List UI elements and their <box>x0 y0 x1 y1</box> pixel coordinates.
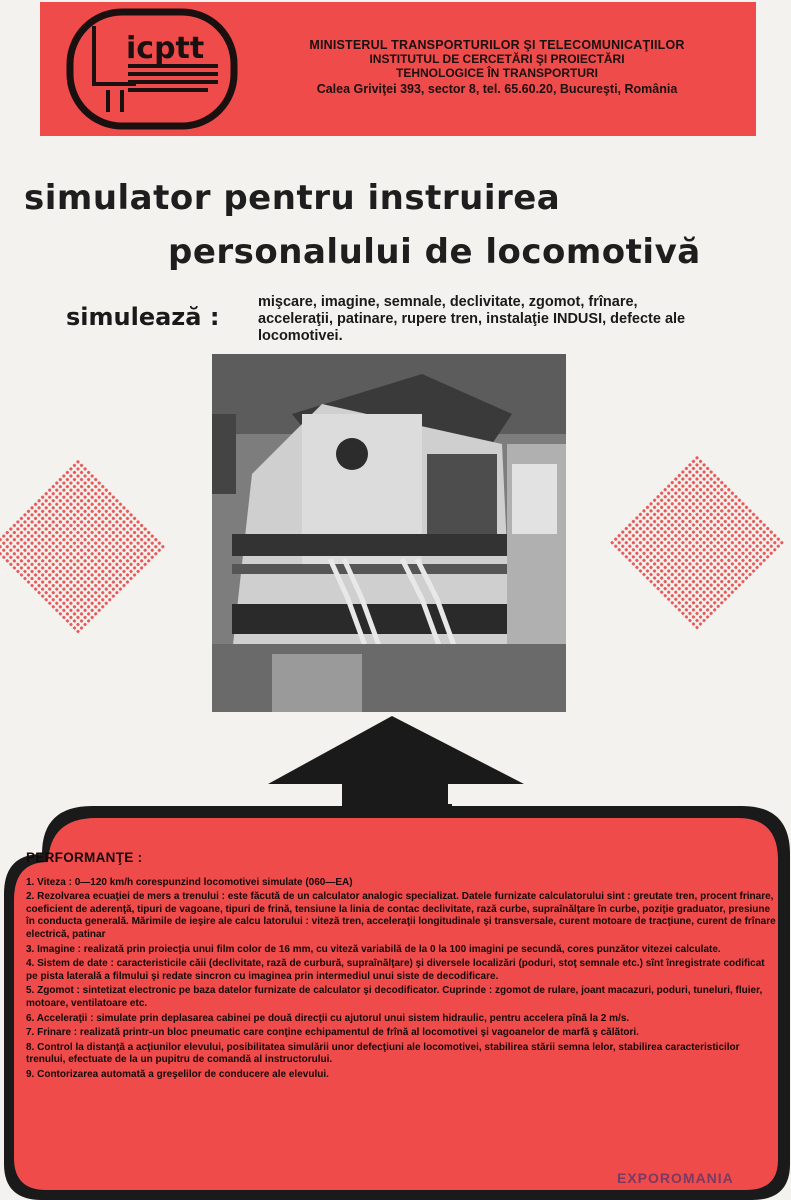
dotted-diamond-right <box>609 454 784 629</box>
simulates-label: simulează : <box>66 303 220 331</box>
up-arrow-icon <box>0 712 791 812</box>
list-item: 2. Rezolvarea ecuaţiei de mers a trenului : este făcută de un calculator analogic specializat. Datele furnizate calculatorului sint : greutate tren, procent frinare, coeficient de aderenţă, tipuri de vagoane, tipuri de frină, tensiune la linia de contac declivitate, rază curbe, supraînălţare în curbe, poziţie graduator, presiune în conducta generală. Mărimile de ieşire ale calcu latorului : viteză tren, acceleraţii longitudinale şi transversale, curent motoare de tracţiune, curent de frînare electrică, patinar <box>26 891 776 940</box>
list-item: 9. Contorizarea automată a greşelilor de conducere ale elevului. <box>26 1068 329 1080</box>
list-item: 5. Zgomot : sintetizat electronic pe baza datelor furnizate de calculator şi decodificator. Cuprinde : zgomot de rulare, joant macazuri, poduri, tuneluri, fluier, motoare, ventilatoare etc. <box>26 985 763 1009</box>
svg-text:icptt: icptt <box>126 31 205 66</box>
watermark: EXPOROMANIA <box>617 1170 734 1186</box>
locomotive-cab-simulator-photo <box>212 354 566 712</box>
list-item: 1. Viteza : 0—120 km/h corespunzind locomotivei simulate (060—EA) <box>26 876 353 888</box>
organization-block <box>272 38 722 96</box>
performance-heading: PERFORMANŢE : <box>26 850 143 865</box>
header-banner <box>40 2 756 136</box>
list-item: 6. Acceleraţii : simulate prin deplasarea cabinei pe două direcţii cu ajutorul unui sistem hidraulic, pentru accelera pînă la 2 m/s. <box>26 1012 630 1024</box>
list-item: 7. Frinare : realizată printr-un bloc pneumatic care conţine echipamentul de frînă al locomotivei şi vagoanelor de marfă ş călători. <box>26 1027 639 1039</box>
icptt-logo-icon <box>66 8 238 130</box>
dotted-diamond-left <box>0 458 166 633</box>
title-line1: simulator pentru instruirea <box>24 178 561 218</box>
list-item: 8. Control la distanţă a acţiunilor elevului, posibilitatea simulării unor defecţiuni ale locomotivei, stabilirea stării semna lelor, stabilirea caracteristicilor trenului, efectuate de la un pupitru de comandă al instructorului. <box>26 1041 740 1066</box>
institute-line1: INSTITUTUL DE CERCETĂRI ŞI PROIECTĂRI <box>369 52 625 66</box>
performance-list <box>26 877 776 1082</box>
simulates-text: mişcare, imagine, semnale, declivitate, zgomot, frînare, acceleraţii, patinare, rupere tren, instalaţie INDUSI, defecte ale locomotivei. <box>258 294 686 344</box>
performance-section <box>26 852 776 1084</box>
list-item: 3. Imagine : realizată prin proiecţia unui film color de 16 mm, cu viteză variabilă de la 0 la 100 imagini pe secundă, cores punzător vitezei calculate. <box>26 943 721 955</box>
list-item: 4. Sistem de date : caracteristicile căii (declivitate, rază de curbură, supraînălţare) şi diversele localizări (poduri, stoţ semnale etc.) sînt înregistrate codificat pe pista laterală a filmului şi redate sincron cu imaginea prin intermediul unui siste de decodificare. <box>26 958 765 982</box>
institute-line2: TEHNOLOGICE ÎN TRANSPORTURI <box>395 66 598 80</box>
ministry-name: MINISTERUL TRANSPORTURILOR ŞI TELECOMUNICAŢIILOR <box>309 38 685 52</box>
address-line: Calea Griviţei 393, sector 8, tel. 65.60.20, Bucureşti, România <box>316 82 678 96</box>
title-line2: personalului de locomotivă <box>168 232 701 272</box>
